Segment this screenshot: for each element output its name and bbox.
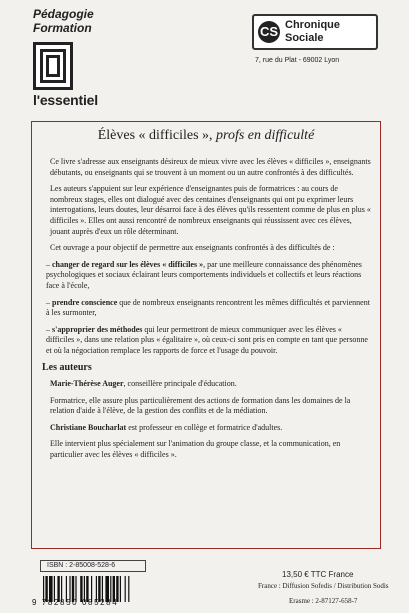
distribution-info: France : Diffusion Sofedis / Distribution Sodis: [258, 582, 389, 590]
barcode-number: 9 782850 085284: [32, 598, 119, 607]
isbn-label: ISBN : 2-85008-528-6: [40, 560, 146, 572]
publisher-name: Chronique Sociale: [285, 19, 340, 44]
book-description: [42, 157, 372, 467]
price: 13,50 € TTC France: [282, 570, 354, 579]
publisher-mark-icon: CS: [258, 21, 280, 43]
publisher-address: 7, rue du Plat - 69002 Lyon: [255, 57, 340, 64]
bullet-item: – s'approprier des méthodes qui leur permettront de mieux communiquer avec les élèves « difficiles », dans une relation plus « égalitaire », où ceux-ci sont pris en compte en tant que personne et où la négociation remplace les rapports de force et l'usage du pouvoir.: [46, 324, 368, 355]
collection-name: l'essentiel: [33, 92, 98, 108]
author-bio: Formatrice, elle assure plus particulièrement des actions de formation dans les domaines de la relation d'aide à l'élève, de la gestion des conflits et de la médiation.: [50, 395, 351, 416]
author-bio: Elle intervient plus spécialement sur l'animation du groupe classe, et la communication, en particulier avec les élèves « difficiles ».: [50, 439, 341, 460]
author-entry: Christiane Boucharlat est professeur en collège et formatrice d'adultes.: [50, 422, 283, 432]
collection-logo: [33, 42, 73, 90]
publisher-logo: [252, 14, 378, 50]
paragraph-experience: Les auteurs s'appuient sur leur expérience d'enseignantes puis de formatrices : au cours de nombreux stages, elles ont dialogué avec des centaines d'enseignants qui ont pu exprimer leurs interrogations, leurs doutes, leur désarroi face à des élèves qu'ils ressentent comme de plus en plus « difficiles ». Elles ont aussi rencontré de nombreux enseignants qui réussissent avec ces élèves, jouant auprès d'eux un rôle déterminant.: [50, 184, 371, 236]
bullet-item: – changer de regard sur les élèves « difficiles », par une meilleure connaissance des phénomènes psychologiques et sociaux éclairant leurs comportements individuels et collectifs et leurs réactions face à l'école,: [46, 259, 362, 290]
authors-heading: Les auteurs: [42, 361, 92, 373]
paragraph-objective: Cet ouvrage a pour objectif de permettre aux enseignants confrontés à des difficultés de :: [50, 243, 335, 253]
paragraph-intro: Ce livre s'adresse aux enseignants désireux de mieux vivre avec les élèves « difficiles », enseignants débutants, ou enseignants qui se trouvent à un moment ou un autre confrontés à des difficultés.: [50, 157, 371, 177]
series-line-1: Pédagogie: [33, 7, 94, 21]
back-cover-text-frame: [31, 121, 381, 549]
series-line-2: Formation: [33, 21, 92, 35]
series-label: [33, 7, 94, 35]
bullet-item: – prendre conscience que de nombreux enseignants rencontrent les mêmes difficultés et parviennent à les surmonter,: [46, 297, 370, 318]
book-title: Élèves « difficiles », profs en difficulté: [97, 128, 315, 143]
erasme-code: Erasme : 2-87127-658-7: [289, 597, 358, 605]
author-entry: Marie-Thérèse Auger, conseillère principale d'éducation.: [50, 379, 237, 389]
